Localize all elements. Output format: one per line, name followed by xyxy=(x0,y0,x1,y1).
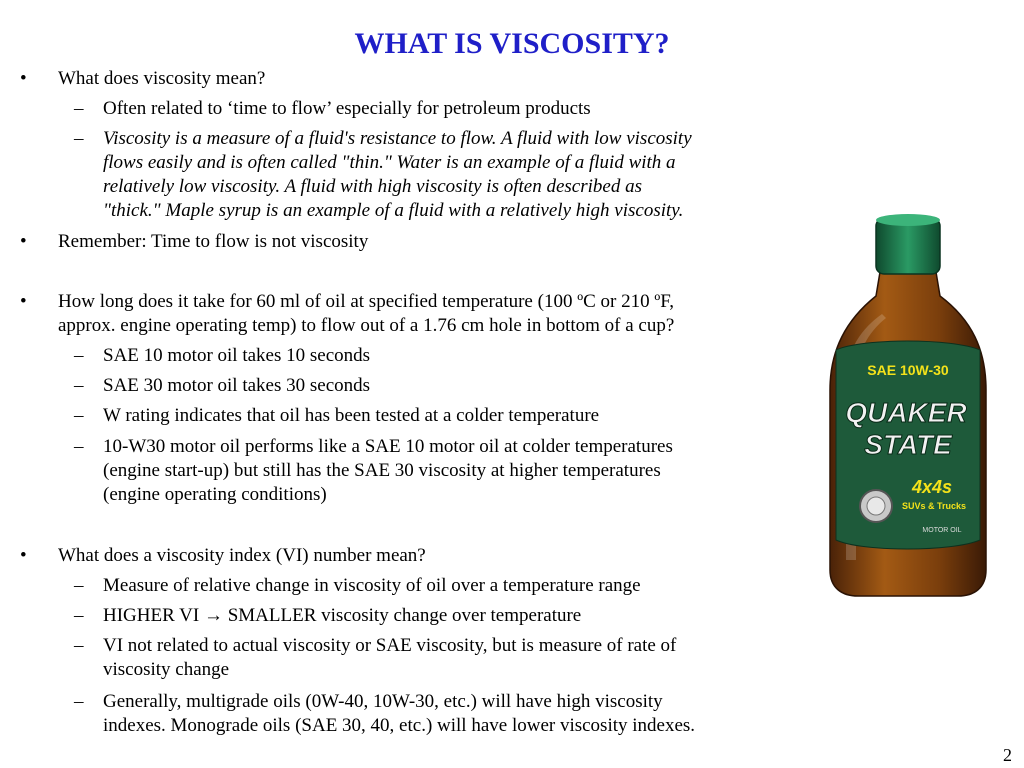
definition-text: relatively low viscosity. A fluid with high viscosity is often described as xyxy=(103,176,642,197)
bullet-marker: • xyxy=(20,291,27,312)
label-sae-grade: SAE 10W-30 xyxy=(867,362,949,378)
sub-bullet-text: (engine operating conditions) xyxy=(103,484,327,505)
sub-bullet-text: 10-W30 motor oil performs like a SAE 10 motor oil at colder temperatures xyxy=(103,436,673,457)
sub-bullet-text: indexes. Monograde oils (SAE 30, 40, etc.) will have lower viscosity indexes. xyxy=(103,715,696,736)
sub-bullet-text: W rating indicates that oil has been tested at a colder temperature xyxy=(103,405,600,426)
page-number: 2 xyxy=(1003,745,1012,765)
dash-marker: – xyxy=(74,405,84,426)
sub-bullet-text: VI not related to actual viscosity or SAE viscosity, but is measure of rate of xyxy=(103,635,677,656)
sub-bullet-text: Measure of relative change in viscosity of oil over a temperature range xyxy=(103,575,641,596)
slide-title: WHAT IS VISCOSITY? xyxy=(354,27,670,60)
dash-marker: – xyxy=(74,635,84,656)
label-oil-type: MOTOR OIL xyxy=(922,527,962,534)
dash-marker: – xyxy=(74,575,84,596)
sub-bullet-text: SAE 30 motor oil takes 30 seconds xyxy=(103,375,371,396)
bottle-cap xyxy=(876,218,940,274)
label-vehicle: SUVs & Trucks xyxy=(901,501,967,511)
bullet-text: What does a viscosity index (VI) number mean? xyxy=(58,545,426,566)
definition-text: Viscosity is a measure of a fluid's resistance to flow. A fluid with low viscosity xyxy=(103,128,692,149)
dash-marker: – xyxy=(74,345,84,366)
sub-bullet-text: Often related to ‘time to flow’ especially for petroleum products xyxy=(103,98,591,119)
dash-marker: – xyxy=(74,128,84,149)
bullet-text: Remember: Time to flow is not viscosity xyxy=(58,231,369,252)
dash-marker: – xyxy=(74,436,84,457)
label-product: 4x4s xyxy=(911,477,953,497)
definition-text: flows easily and is often called "thin." Water is an example of a fluid with a xyxy=(103,152,676,173)
label-brand-line1: QUAKER xyxy=(845,397,967,428)
sub-bullet-text: HIGHER VI → SMALLER viscosity change over temperature xyxy=(103,605,582,626)
definition-text: "thick." Maple syrup is an example of a fluid with a relatively high viscosity. xyxy=(103,200,684,221)
dash-marker: – xyxy=(74,605,84,626)
bullet-text: How long does it take for 60 ml of oil at specified temperature (100 ºC or 210 ºF, xyxy=(58,291,675,312)
dash-marker: – xyxy=(74,375,84,396)
dash-marker: – xyxy=(74,98,84,119)
bullet-marker: • xyxy=(20,231,27,252)
bullet-marker: • xyxy=(20,68,27,89)
dash-marker: – xyxy=(74,691,84,712)
sub-bullet-text: SAE 10 motor oil takes 10 seconds xyxy=(103,345,371,366)
label-brand-line2: STATE xyxy=(864,429,952,460)
bullet-text: approx. engine operating temp) to flow out of a 1.76 cm hole in bottom of a cup? xyxy=(58,315,675,336)
bullet-text: What does viscosity mean? xyxy=(58,68,266,89)
sub-bullet-text: viscosity change xyxy=(103,659,230,680)
motor-oil-bottle-image xyxy=(822,210,994,598)
sub-bullet-text: Generally, multigrade oils (0W-40, 10W-30, etc.) will have high viscosity xyxy=(103,691,663,712)
bullet-marker: • xyxy=(20,545,27,566)
sub-bullet-text: (engine start-up) but still has the SAE 30 viscosity at higher temperatures xyxy=(103,460,661,481)
